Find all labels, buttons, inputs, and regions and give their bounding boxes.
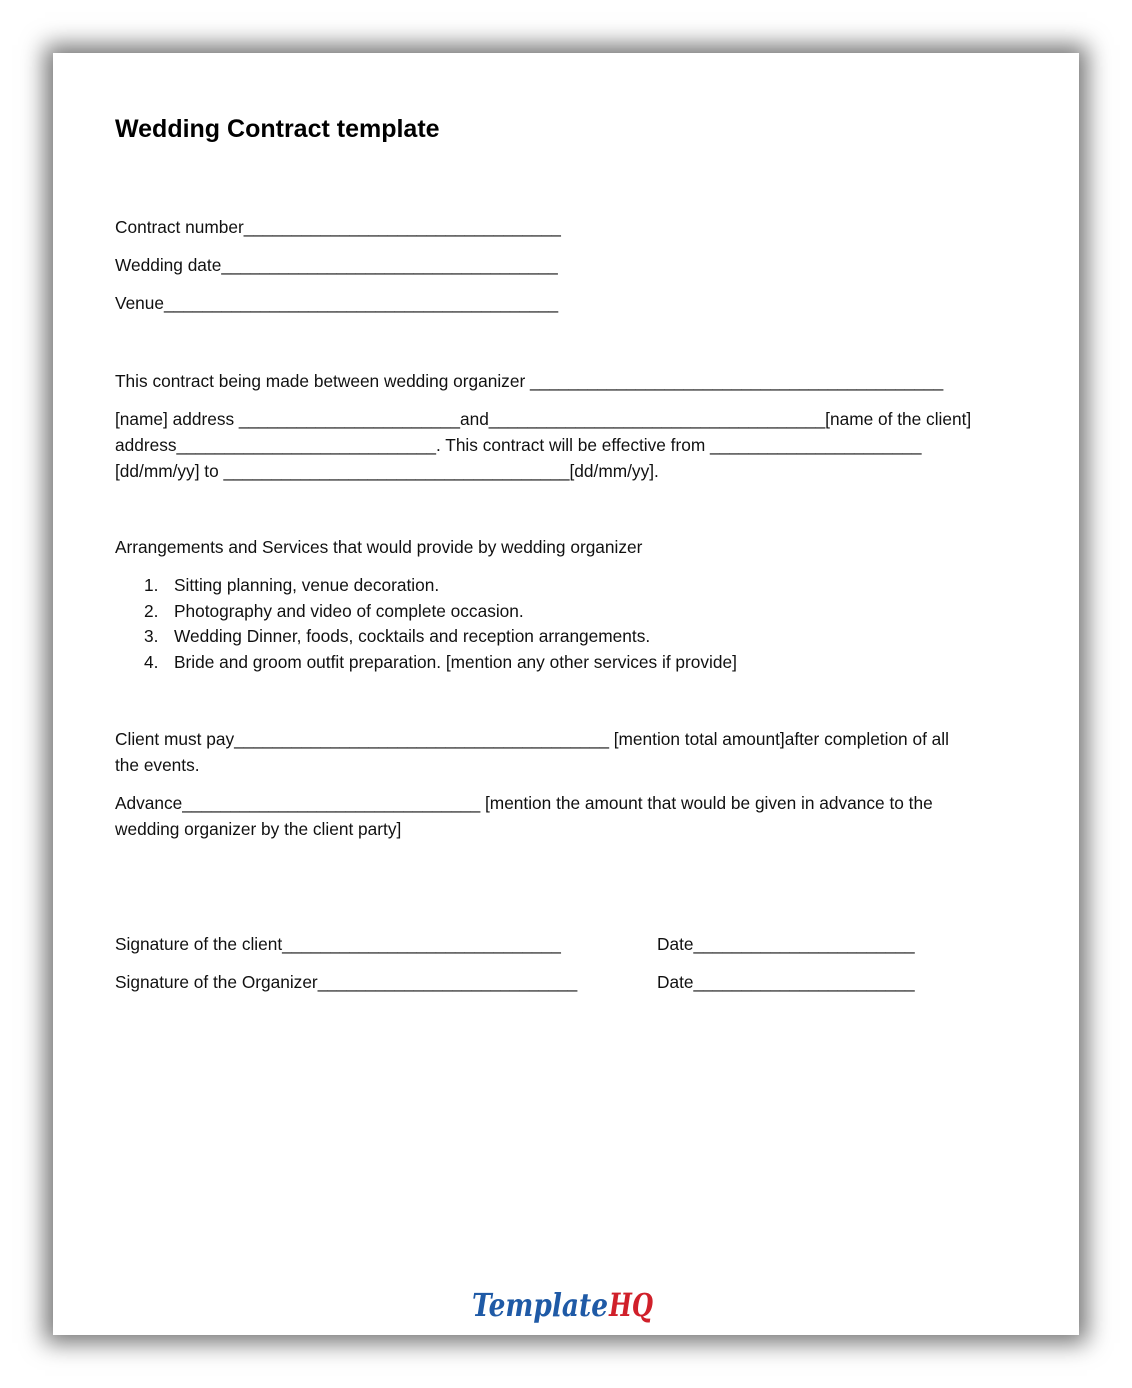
- contract-number-field: Contract number_________________________________: [115, 217, 561, 237]
- payment-line-2: the events.: [115, 755, 200, 775]
- organizer-signature-field: Signature of the Organizer___________________________: [115, 972, 578, 992]
- templatehq-logo: [470, 1283, 660, 1327]
- parties-line-1: This contract being made between wedding organizer ___________________________________________: [115, 371, 944, 391]
- parties-line-4: [dd/mm/yy] to ____________________________________[dd/mm/yy].: [115, 461, 659, 481]
- client-signature-field: Signature of the client_____________________________: [115, 934, 561, 954]
- list-item: [115, 598, 1015, 624]
- list-item: [115, 623, 1015, 649]
- list-text: Sitting planning, venue decoration.: [174, 575, 440, 595]
- list-item: [115, 649, 1015, 675]
- advance-line-2: wedding organizer by the client party]: [115, 819, 402, 839]
- list-text: Photography and video of complete occasion.: [174, 601, 524, 621]
- advance-line-1: Advance_______________________________ [mention the amount that would be given in advance to the: [115, 793, 933, 813]
- list-number: 3.: [144, 626, 159, 646]
- list-text: Wedding Dinner, foods, cocktails and reception arrangements.: [174, 626, 651, 646]
- document-page: [53, 53, 1079, 1335]
- payment-line-1: Client must pay_______________________________________ [mention total amount]after completion of all: [115, 729, 949, 749]
- list-number: 2.: [144, 601, 159, 621]
- list-item: [115, 572, 1015, 598]
- document-title: Wedding Contract template: [115, 115, 440, 143]
- logo-text-hq: HQ: [608, 1286, 654, 1324]
- venue-field: Venue_________________________________________: [115, 293, 559, 313]
- parties-line-2: [name] address _______________________and___________________________________[name of the client]: [115, 409, 972, 429]
- list-text: Bride and groom outfit preparation. [mention any other services if provide]: [174, 652, 737, 672]
- services-heading: Arrangements and Services that would provide by wedding organizer: [115, 537, 643, 557]
- wedding-date-field: Wedding date___________________________________: [115, 255, 558, 275]
- client-date-field: Date_______________________: [657, 934, 915, 954]
- parties-line-3: address___________________________. This contract will be effective from ______________________: [115, 435, 922, 455]
- list-number: 1.: [144, 575, 159, 595]
- organizer-date-field: Date_______________________: [657, 972, 915, 992]
- list-number: 4.: [144, 652, 159, 672]
- logo-text-template: Template: [472, 1286, 608, 1324]
